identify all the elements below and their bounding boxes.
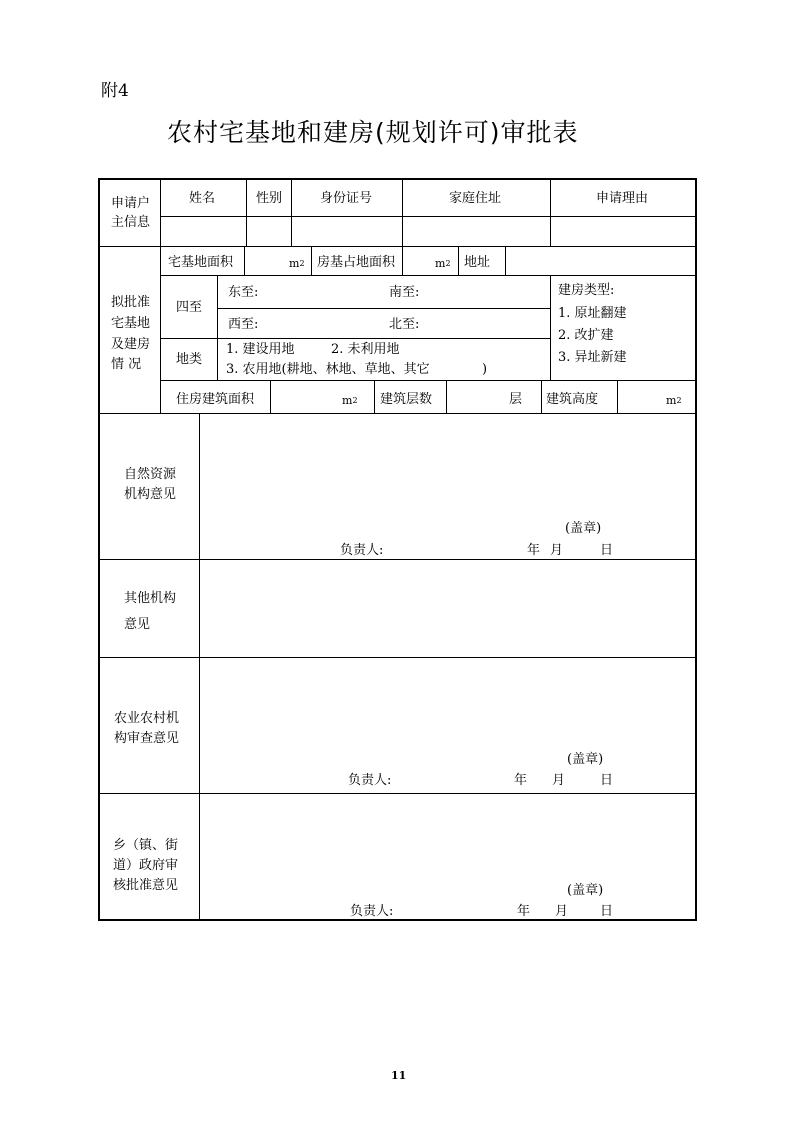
- township-person-label: 负责人:: [350, 904, 394, 919]
- homestead-area-label: 宅基地面积: [168, 255, 234, 270]
- floors-label: 建筑层数: [380, 392, 433, 407]
- floor-area-label: 住房建筑面积: [176, 392, 255, 407]
- south-boundary-label: 南至:: [389, 285, 420, 300]
- township-label-line2: 道）政府审: [113, 858, 179, 873]
- proposed-section-label-line3: 及建房: [111, 337, 151, 352]
- name-field[interactable]: [161, 217, 246, 246]
- annex-label: 附4: [101, 81, 129, 101]
- proposed-section-label-line2: 宅基地: [111, 316, 151, 331]
- land-type-option-2[interactable]: 2. 未利用地: [331, 342, 400, 357]
- township-seal: (盖章): [567, 883, 604, 898]
- build-type-option-3[interactable]: 3. 异址新建: [558, 350, 627, 365]
- township-year: 年: [517, 904, 531, 919]
- floors-field[interactable]: [447, 382, 541, 413]
- building-height-label: 建筑高度: [546, 392, 599, 407]
- application-reason-header: 申请理由: [596, 191, 649, 206]
- township-day: 日: [600, 904, 614, 919]
- north-boundary-label: 北至:: [389, 317, 420, 332]
- land-type-option-3-close: ): [482, 362, 488, 377]
- other-agencies-label-line2: 意见: [124, 617, 151, 632]
- proposed-section-label-line1: 拟批准: [111, 295, 151, 310]
- other-agencies-opinion-area[interactable]: [200, 560, 695, 657]
- township-label-line3: 核批准意见: [113, 878, 179, 893]
- gender-header: 性别: [256, 191, 283, 206]
- boundaries-label: 四至: [176, 300, 203, 315]
- id-number-header: 身份证号: [320, 191, 373, 206]
- build-type-option-2[interactable]: 2. 改扩建: [558, 328, 614, 343]
- footprint-area-label: 房基占地面积: [317, 255, 396, 270]
- township-label-line1: 乡（镇、街: [113, 838, 179, 853]
- agriculture-year: 年: [514, 773, 528, 788]
- home-address-header: 家庭住址: [449, 191, 502, 206]
- id-number-field[interactable]: [292, 217, 402, 246]
- building-height-unit: $m^2$: [666, 394, 682, 407]
- agriculture-day: 日: [600, 773, 614, 788]
- land-type-option-1[interactable]: 1. 建设用地: [226, 342, 295, 357]
- other-agencies-label-line1: 其他机构: [124, 591, 177, 606]
- natural-resources-day: 日: [600, 543, 614, 558]
- land-type-option-3[interactable]: 3. 农用地(耕地、林地、草地、其它: [226, 362, 430, 377]
- natural-resources-opinion-area[interactable]: [200, 415, 695, 525]
- floor-area-unit: $m^2$: [342, 394, 358, 407]
- location-field[interactable]: [506, 248, 695, 275]
- township-opinion-area[interactable]: [200, 794, 695, 880]
- agriculture-seal: (盖章): [567, 752, 604, 767]
- page-title: 农村宅基地和建房(规划许可)审批表: [167, 118, 579, 147]
- natural-resources-year: 年: [527, 543, 541, 558]
- home-address-field[interactable]: [403, 217, 550, 246]
- agriculture-person-label: 负责人:: [348, 773, 392, 788]
- land-type-label: 地类: [176, 352, 203, 367]
- west-boundary-label: 西至:: [228, 317, 259, 332]
- footprint-area-unit: $m^2$: [435, 257, 451, 270]
- name-header: 姓名: [189, 191, 216, 206]
- applicant-section-label-line2: 主信息: [111, 215, 151, 230]
- location-label: 地址: [464, 255, 491, 270]
- east-boundary-label: 东至:: [228, 285, 259, 300]
- natural-resources-label-line1: 自然资源: [124, 467, 177, 482]
- natural-resources-label-line2: 机构意见: [124, 487, 177, 502]
- build-type-title: 建房类型:: [558, 283, 615, 298]
- applicant-section-label-line1: 申请户: [111, 196, 151, 211]
- natural-resources-seal: (盖章): [565, 521, 602, 536]
- floor-area-field[interactable]: [271, 382, 374, 413]
- proposed-section-label-line4: 情 况: [111, 357, 142, 372]
- floors-unit: 层: [509, 392, 523, 407]
- natural-resources-person-label: 负责人:: [340, 543, 384, 558]
- agriculture-label-line1: 农业农村机: [114, 711, 180, 726]
- application-reason-field[interactable]: [551, 217, 695, 246]
- agriculture-month: 月: [552, 773, 566, 788]
- agriculture-opinion-area[interactable]: [200, 658, 695, 753]
- township-month: 月: [555, 904, 569, 919]
- homestead-area-unit: $m^2$: [289, 257, 305, 270]
- gender-field[interactable]: [247, 217, 291, 246]
- agriculture-label-line2: 构审查意见: [114, 731, 180, 746]
- natural-resources-month: 月: [550, 543, 564, 558]
- building-height-field[interactable]: [618, 382, 695, 413]
- page-number: 11: [391, 1069, 407, 1082]
- build-type-option-1[interactable]: 1. 原址翻建: [558, 306, 627, 321]
